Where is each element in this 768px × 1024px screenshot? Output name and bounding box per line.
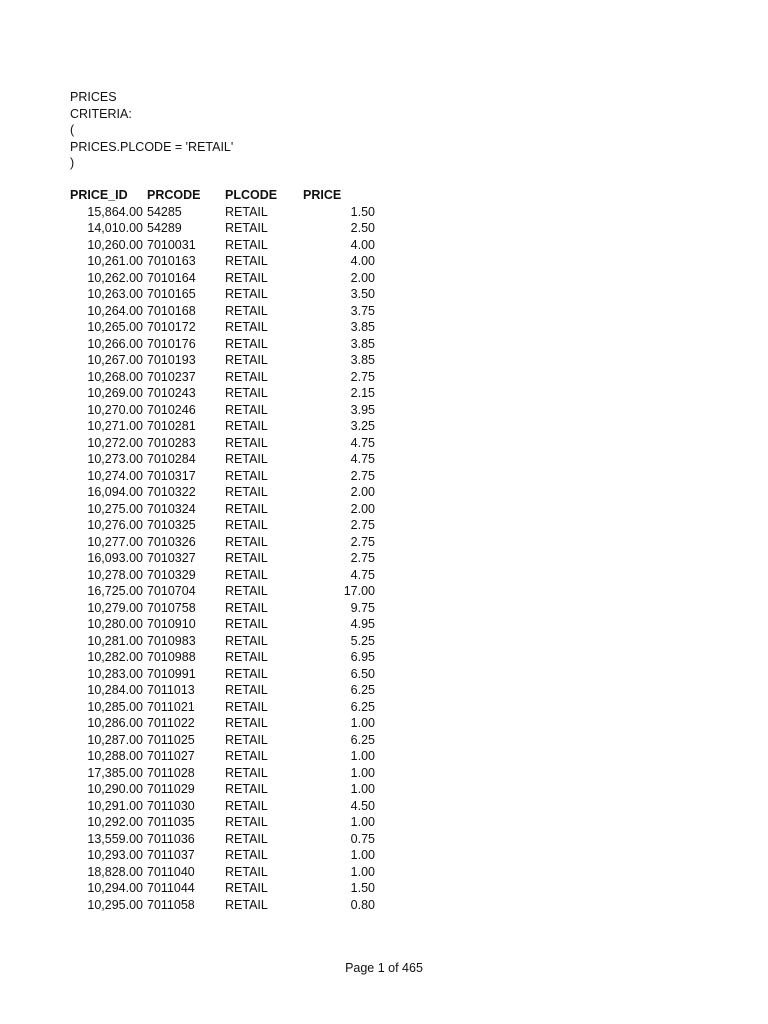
price-cell: 2.00 bbox=[350, 485, 375, 499]
plcode-cell: RETAIL bbox=[225, 353, 268, 367]
prcode-cell: 7011029 bbox=[147, 782, 195, 796]
report-header bbox=[70, 89, 233, 172]
prcode-cell: 7011044 bbox=[147, 881, 195, 895]
price-cell: 4.75 bbox=[350, 452, 375, 466]
table-row bbox=[70, 847, 375, 864]
table-row bbox=[70, 682, 375, 699]
column-header-price: PRICE bbox=[303, 188, 342, 202]
page-footer bbox=[0, 961, 768, 975]
prcode-cell: 7010193 bbox=[147, 353, 196, 367]
price-cell: 17.00 bbox=[343, 584, 375, 598]
plcode-cell: RETAIL bbox=[225, 551, 268, 565]
plcode-cell: RETAIL bbox=[225, 732, 268, 747]
price-id-cell: 10,271.00 bbox=[87, 419, 143, 433]
price-cell: 6.95 bbox=[350, 650, 375, 664]
prcode-cell: 7010329 bbox=[147, 567, 196, 582]
price-id-cell: 15,864.00 bbox=[87, 204, 143, 219]
column-header-plcode: PLCODE bbox=[225, 188, 278, 202]
plcode-cell: RETAIL bbox=[225, 749, 268, 763]
price-cell: 1.00 bbox=[350, 815, 375, 829]
price-id-cell: 10,286.00 bbox=[87, 716, 143, 730]
price-cell: 4.00 bbox=[350, 237, 375, 252]
price-id-cell: 10,268.00 bbox=[87, 369, 143, 384]
table-row bbox=[70, 435, 375, 452]
price-id-cell: 10,293.00 bbox=[87, 848, 143, 862]
prcode-cell: 7010322 bbox=[147, 485, 196, 499]
prcode-cell: 7010243 bbox=[147, 386, 196, 400]
price-id-cell: 10,279.00 bbox=[87, 600, 143, 615]
plcode-cell: RETAIL bbox=[225, 584, 268, 598]
prcode-cell: 7011021 bbox=[147, 699, 195, 714]
price-cell: 2.75 bbox=[350, 369, 375, 384]
price-cell: 1.00 bbox=[350, 848, 375, 862]
plcode-cell: RETAIL bbox=[225, 320, 268, 334]
price-cell: 9.75 bbox=[350, 600, 375, 615]
table-row bbox=[70, 583, 375, 600]
plcode-cell: RETAIL bbox=[225, 204, 268, 219]
price-cell: 3.75 bbox=[350, 303, 375, 318]
price-id-cell: 10,262.00 bbox=[87, 270, 143, 285]
table-row bbox=[70, 501, 375, 518]
price-cell: 4.50 bbox=[350, 798, 375, 813]
plcode-cell: RETAIL bbox=[225, 501, 268, 516]
price-cell: 2.00 bbox=[350, 270, 375, 285]
prcode-cell: 7011040 bbox=[147, 864, 195, 879]
plcode-cell: RETAIL bbox=[225, 254, 268, 268]
table-row bbox=[70, 633, 375, 650]
criteria-open-paren: ( bbox=[70, 123, 75, 137]
price-cell: 1.00 bbox=[350, 716, 375, 730]
price-id-cell: 10,288.00 bbox=[87, 749, 143, 763]
table-row bbox=[70, 468, 375, 485]
table-row bbox=[70, 270, 375, 287]
prcode-cell: 7010758 bbox=[147, 600, 196, 615]
price-id-cell: 10,267.00 bbox=[87, 353, 143, 367]
price-id-cell: 10,266.00 bbox=[87, 336, 143, 351]
prcode-cell: 7010991 bbox=[147, 666, 196, 681]
price-id-cell: 10,276.00 bbox=[87, 518, 143, 532]
price-cell: 6.25 bbox=[350, 683, 375, 697]
price-cell: 3.85 bbox=[350, 353, 375, 367]
table-row bbox=[70, 616, 375, 633]
price-id-cell: 10,270.00 bbox=[87, 402, 143, 417]
price-id-cell: 16,094.00 bbox=[87, 485, 143, 499]
column-header-prcode: PRCODE bbox=[147, 188, 201, 202]
table-row bbox=[70, 732, 375, 749]
price-cell: 3.85 bbox=[350, 320, 375, 334]
prcode-cell: 7010237 bbox=[147, 369, 196, 384]
plcode-cell: RETAIL bbox=[225, 534, 268, 549]
plcode-cell: RETAIL bbox=[225, 221, 268, 235]
price-cell: 1.00 bbox=[350, 765, 375, 780]
price-cell: 6.25 bbox=[350, 699, 375, 714]
plcode-cell: RETAIL bbox=[225, 897, 268, 912]
prcode-cell: 7010163 bbox=[147, 254, 196, 268]
price-cell: 3.95 bbox=[350, 402, 375, 417]
price-id-cell: 10,275.00 bbox=[87, 501, 143, 516]
prcode-cell: 7010281 bbox=[147, 419, 196, 433]
prcode-cell: 7010168 bbox=[147, 303, 196, 318]
plcode-cell: RETAIL bbox=[225, 303, 268, 318]
price-id-cell: 10,265.00 bbox=[87, 320, 143, 334]
table-row bbox=[70, 220, 375, 237]
page-number: Page 1 of 465 bbox=[345, 961, 423, 975]
table-row bbox=[70, 534, 375, 551]
prcode-cell: 7011027 bbox=[147, 749, 195, 763]
price-id-cell: 10,280.00 bbox=[87, 617, 143, 631]
prcode-cell: 7010164 bbox=[147, 270, 196, 285]
plcode-cell: RETAIL bbox=[225, 650, 268, 664]
price-id-cell: 10,263.00 bbox=[87, 287, 143, 301]
prcode-cell: 7011035 bbox=[147, 815, 195, 829]
plcode-cell: RETAIL bbox=[225, 831, 268, 846]
criteria-label: CRITERIA: bbox=[70, 106, 132, 121]
price-id-cell: 10,295.00 bbox=[87, 897, 143, 912]
column-header-price-id: PRICE_ID bbox=[70, 188, 128, 202]
price-id-cell: 16,725.00 bbox=[87, 584, 143, 598]
table-row bbox=[70, 897, 375, 914]
table-row bbox=[70, 880, 375, 897]
price-id-cell: 10,278.00 bbox=[87, 567, 143, 582]
table-header-row bbox=[70, 187, 375, 204]
plcode-cell: RETAIL bbox=[225, 468, 268, 483]
plcode-cell: RETAIL bbox=[225, 567, 268, 582]
table-row bbox=[70, 237, 375, 254]
prcode-cell: 7010910 bbox=[147, 617, 196, 631]
price-id-cell: 10,274.00 bbox=[87, 468, 143, 483]
price-cell: 2.75 bbox=[350, 534, 375, 549]
prcode-cell: 7010172 bbox=[147, 320, 196, 334]
plcode-cell: RETAIL bbox=[225, 485, 268, 499]
plcode-cell: RETAIL bbox=[225, 881, 268, 895]
prcode-cell: 7011030 bbox=[147, 798, 195, 813]
price-cell: 4.95 bbox=[350, 617, 375, 631]
price-cell: 4.75 bbox=[350, 567, 375, 582]
plcode-cell: RETAIL bbox=[225, 452, 268, 466]
price-cell: 2.75 bbox=[350, 518, 375, 532]
table-row bbox=[70, 286, 375, 303]
criteria-close-paren: ) bbox=[70, 156, 75, 170]
table-body bbox=[70, 204, 375, 914]
prcode-cell: 7011013 bbox=[147, 683, 195, 697]
table-row bbox=[70, 385, 375, 402]
prices-table bbox=[70, 187, 375, 913]
price-id-cell: 14,010.00 bbox=[87, 221, 143, 235]
table-row bbox=[70, 352, 375, 369]
price-cell: 1.00 bbox=[350, 749, 375, 763]
price-cell: 2.50 bbox=[350, 221, 375, 235]
prcode-cell: 7010324 bbox=[147, 501, 196, 516]
prcode-cell: 7010031 bbox=[147, 237, 196, 252]
table-row bbox=[70, 666, 375, 683]
table-row bbox=[70, 748, 375, 765]
price-cell: 4.75 bbox=[350, 435, 375, 450]
plcode-cell: RETAIL bbox=[225, 419, 268, 433]
table-row bbox=[70, 649, 375, 666]
price-cell: 6.25 bbox=[350, 732, 375, 747]
table-row bbox=[70, 303, 375, 320]
price-cell: 1.50 bbox=[350, 881, 375, 895]
prcode-cell: 7011058 bbox=[147, 897, 195, 912]
plcode-cell: RETAIL bbox=[225, 782, 268, 796]
price-cell: 1.00 bbox=[350, 864, 375, 879]
prcode-cell: 7011022 bbox=[147, 716, 195, 730]
table-row bbox=[70, 484, 375, 501]
plcode-cell: RETAIL bbox=[225, 402, 268, 417]
price-id-cell: 18,828.00 bbox=[87, 864, 143, 879]
price-cell: 3.85 bbox=[350, 336, 375, 351]
price-id-cell: 10,264.00 bbox=[87, 303, 143, 318]
price-id-cell: 10,290.00 bbox=[87, 782, 143, 796]
table-row bbox=[70, 814, 375, 831]
price-id-cell: 10,291.00 bbox=[87, 798, 143, 813]
prcode-cell: 7011037 bbox=[147, 848, 195, 862]
price-cell: 3.50 bbox=[350, 287, 375, 301]
prcode-cell: 7010283 bbox=[147, 435, 196, 450]
prcode-cell: 7010988 bbox=[147, 650, 196, 664]
price-id-cell: 10,294.00 bbox=[87, 881, 143, 895]
price-id-cell: 17,385.00 bbox=[87, 765, 143, 780]
price-cell: 1.00 bbox=[350, 782, 375, 796]
prcode-cell: 7010327 bbox=[147, 551, 196, 565]
table-row bbox=[70, 517, 375, 534]
plcode-cell: RETAIL bbox=[225, 237, 268, 252]
price-cell: 2.75 bbox=[350, 551, 375, 565]
plcode-cell: RETAIL bbox=[225, 699, 268, 714]
price-id-cell: 16,093.00 bbox=[87, 551, 143, 565]
price-id-cell: 10,261.00 bbox=[87, 254, 143, 268]
price-cell: 1.50 bbox=[350, 204, 375, 219]
prcode-cell: 7011028 bbox=[147, 765, 195, 780]
price-id-cell: 10,273.00 bbox=[87, 452, 143, 466]
prcode-cell: 7010176 bbox=[147, 336, 196, 351]
plcode-cell: RETAIL bbox=[225, 666, 268, 681]
prcode-cell: 7010704 bbox=[147, 584, 196, 598]
price-id-cell: 10,260.00 bbox=[87, 237, 143, 252]
table-row bbox=[70, 715, 375, 732]
table-row bbox=[70, 831, 375, 848]
plcode-cell: RETAIL bbox=[225, 716, 268, 730]
price-id-cell: 10,281.00 bbox=[87, 633, 143, 648]
table-row bbox=[70, 204, 375, 221]
plcode-cell: RETAIL bbox=[225, 336, 268, 351]
price-cell: 2.75 bbox=[350, 468, 375, 483]
prcode-cell: 7010983 bbox=[147, 633, 196, 648]
plcode-cell: RETAIL bbox=[225, 864, 268, 879]
table-row bbox=[70, 550, 375, 567]
price-id-cell: 10,285.00 bbox=[87, 699, 143, 714]
prcode-cell: 7010165 bbox=[147, 287, 196, 301]
table-row bbox=[70, 798, 375, 815]
price-id-cell: 13,559.00 bbox=[87, 831, 143, 846]
price-cell: 0.80 bbox=[350, 897, 375, 912]
price-id-cell: 10,272.00 bbox=[87, 435, 143, 450]
criteria-expression: PRICES.PLCODE = 'RETAIL' bbox=[70, 139, 234, 154]
price-id-cell: 10,284.00 bbox=[87, 683, 143, 697]
prcode-cell: 7010326 bbox=[147, 534, 196, 549]
prcode-cell: 54289 bbox=[147, 221, 182, 235]
table-row bbox=[70, 369, 375, 386]
plcode-cell: RETAIL bbox=[225, 633, 268, 648]
table-row bbox=[70, 418, 375, 435]
report-title: PRICES bbox=[70, 90, 117, 104]
price-cell: 2.15 bbox=[350, 386, 375, 400]
price-id-cell: 10,269.00 bbox=[87, 386, 143, 400]
plcode-cell: RETAIL bbox=[225, 600, 268, 615]
plcode-cell: RETAIL bbox=[225, 369, 268, 384]
price-cell: 5.25 bbox=[350, 633, 375, 648]
table-row bbox=[70, 567, 375, 584]
plcode-cell: RETAIL bbox=[225, 386, 268, 400]
table-row bbox=[70, 451, 375, 468]
price-cell: 2.00 bbox=[350, 501, 375, 516]
plcode-cell: RETAIL bbox=[225, 435, 268, 450]
table-row bbox=[70, 781, 375, 798]
table-row bbox=[70, 864, 375, 881]
prcode-cell: 7010317 bbox=[147, 468, 196, 483]
price-cell: 6.50 bbox=[350, 666, 375, 681]
price-id-cell: 10,277.00 bbox=[87, 534, 143, 549]
plcode-cell: RETAIL bbox=[225, 765, 268, 780]
prcode-cell: 54285 bbox=[147, 204, 182, 219]
plcode-cell: RETAIL bbox=[225, 815, 268, 829]
plcode-cell: RETAIL bbox=[225, 683, 268, 697]
price-id-cell: 10,292.00 bbox=[87, 815, 143, 829]
price-cell: 3.25 bbox=[350, 419, 375, 433]
table-row bbox=[70, 402, 375, 419]
price-id-cell: 10,287.00 bbox=[87, 732, 143, 747]
plcode-cell: RETAIL bbox=[225, 518, 268, 532]
table-row bbox=[70, 336, 375, 353]
prcode-cell: 7011025 bbox=[147, 732, 195, 747]
price-cell: 0.75 bbox=[350, 831, 375, 846]
plcode-cell: RETAIL bbox=[225, 287, 268, 301]
table-row bbox=[70, 253, 375, 270]
plcode-cell: RETAIL bbox=[225, 848, 268, 862]
prcode-cell: 7011036 bbox=[147, 831, 195, 846]
prcode-cell: 7010284 bbox=[147, 452, 196, 466]
prcode-cell: 7010246 bbox=[147, 402, 196, 417]
table-row bbox=[70, 699, 375, 716]
table-row bbox=[70, 600, 375, 617]
price-id-cell: 10,283.00 bbox=[87, 666, 143, 681]
prcode-cell: 7010325 bbox=[147, 518, 196, 532]
plcode-cell: RETAIL bbox=[225, 798, 268, 813]
price-id-cell: 10,282.00 bbox=[87, 650, 143, 664]
table-row bbox=[70, 765, 375, 782]
plcode-cell: RETAIL bbox=[225, 617, 268, 631]
plcode-cell: RETAIL bbox=[225, 270, 268, 285]
table-row bbox=[70, 319, 375, 336]
price-cell: 4.00 bbox=[350, 254, 375, 268]
